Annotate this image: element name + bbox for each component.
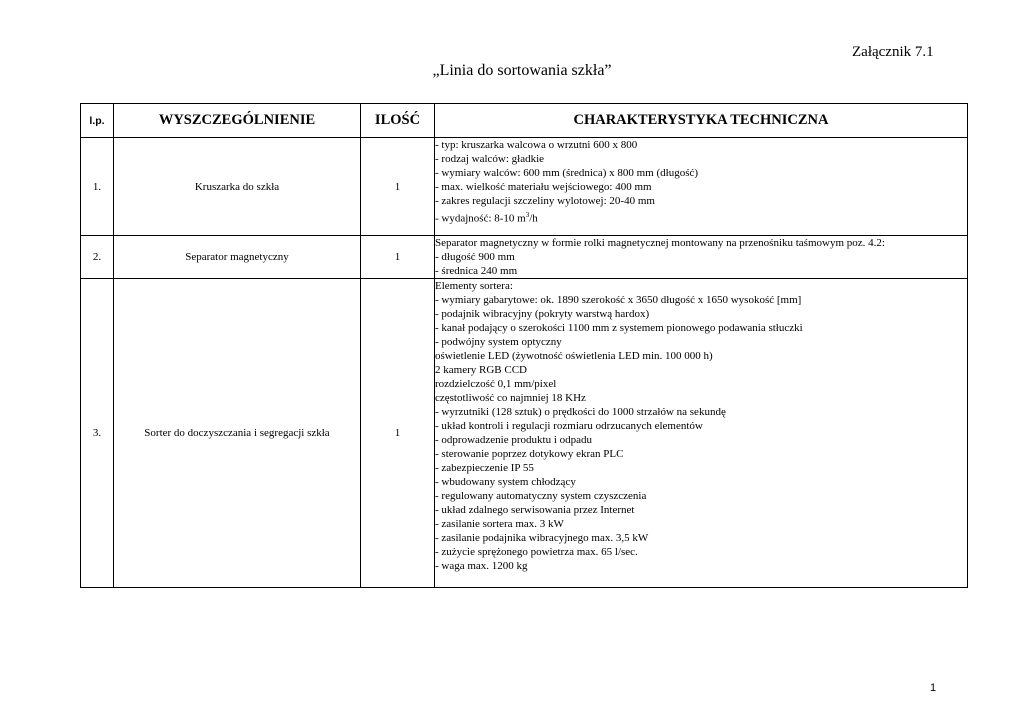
row-number: 1. bbox=[81, 138, 114, 236]
spec-line: - zakres regulacji szczeliny wylotowej: 20-40 mm bbox=[435, 195, 655, 207]
row-number: 3. bbox=[81, 279, 114, 588]
spec-line: Separator magnetyczny w formie rolki magnetycznej montowany na przenośniku taśmowym poz. 4.2: bbox=[435, 237, 885, 249]
row-quantity: 1 bbox=[361, 138, 435, 236]
row-item-name: Sorter do doczyszczania i segregacji szkła bbox=[114, 279, 361, 588]
row-item-name: Kruszarka do szkła bbox=[114, 138, 361, 236]
specification-table bbox=[80, 103, 968, 588]
spec-line: - regulowany automatyczny system czyszczenia bbox=[435, 490, 647, 502]
spec-line: - układ zdalnego serwisowania przez Internet bbox=[435, 504, 635, 516]
column-header-quantity: ILOŚĆ bbox=[361, 104, 435, 138]
spec-line: 2 kamery RGB CCD bbox=[435, 364, 527, 376]
spec-line: - układ kontroli i regulacji rozmiaru odrzucanych elementów bbox=[435, 420, 703, 432]
spec-line: - podwójny system optyczny bbox=[435, 336, 562, 348]
spec-line: rozdzielczość 0,1 mm/pixel bbox=[435, 378, 557, 390]
table-row bbox=[81, 279, 968, 588]
spec-line: - zasilanie sortera max. 3 kW bbox=[435, 518, 564, 530]
spec-line: - rodzaj walców: gładkie bbox=[435, 153, 545, 165]
spec-line: - typ: kruszarka walcowa o wrzutni 600 x 800 bbox=[435, 139, 638, 151]
spec-line: - wymiary walców: 600 mm (średnica) x 800 mm (długość) bbox=[435, 167, 699, 179]
spec-line: - max. wielkość materiału wejściowego: 400 mm bbox=[435, 181, 652, 193]
spec-line: - wbudowany system chłodzący bbox=[435, 476, 576, 488]
capacity-unit: /h bbox=[529, 212, 538, 225]
row-specs bbox=[435, 236, 968, 279]
table-header-row bbox=[81, 104, 968, 138]
spec-line: - zasilanie podajnika wibracyjnego max. 3,5 kW bbox=[435, 532, 649, 544]
spec-line: - sterowanie poprzez dotykowy ekran PLC bbox=[435, 448, 624, 460]
row-specs bbox=[435, 279, 968, 588]
row-quantity: 1 bbox=[361, 236, 435, 279]
row-item-name: Separator magnetyczny bbox=[114, 236, 361, 279]
spec-line: oświetlenie LED (żywotność oświetlenia LED min. 100 000 h) bbox=[435, 350, 713, 362]
spec-line: - średnica 240 mm bbox=[435, 265, 518, 277]
table-row bbox=[81, 236, 968, 279]
document-title: „Linia do sortowania szkła” bbox=[432, 62, 612, 79]
spec-line: - waga max. 1200 kg bbox=[435, 560, 528, 572]
column-header-item: WYSZCZEGÓLNIENIE bbox=[114, 104, 361, 138]
spec-line: - zużycie sprężonego powietrza max. 65 l/sec. bbox=[435, 546, 638, 558]
column-header-specs: CHARAKTERYSTYKA TECHNICZNA bbox=[435, 104, 968, 138]
capacity-label: - wydajność: 8-10 m bbox=[435, 212, 526, 225]
column-header-lp: l.p. bbox=[81, 104, 114, 138]
spec-line: - wymiary gabarytowe: ok. 1890 szerokość x 3650 długość x 1650 wysokość [mm] bbox=[435, 294, 802, 306]
spec-line: - długość 900 mm bbox=[435, 251, 515, 263]
row-number: 2. bbox=[81, 236, 114, 279]
spec-line: - odprowadzenie produktu i odpadu bbox=[435, 434, 593, 446]
row-specs bbox=[435, 138, 968, 236]
spec-line: - podajnik wibracyjny (pokryty warstwą hardox) bbox=[435, 308, 650, 320]
spec-line: - wyrzutniki (128 sztuk) o prędkości do 1000 strzałów na sekundę bbox=[435, 406, 726, 418]
spec-line-capacity bbox=[435, 208, 967, 226]
spec-line: - zabezpieczenie IP 55 bbox=[435, 462, 534, 474]
spec-line: Elementy sortera: bbox=[435, 280, 513, 292]
page-number: 1 bbox=[930, 682, 937, 694]
spec-line: - kanał podający o szerokości 1100 mm z systemem pionowego podawania stłuczki bbox=[435, 322, 803, 334]
row-quantity: 1 bbox=[361, 279, 435, 588]
spec-line: częstotliwość co najmniej 18 KHz bbox=[435, 392, 586, 404]
capacity-exponent: 3 bbox=[525, 211, 530, 219]
table-row bbox=[81, 138, 968, 236]
annex-label: Załącznik 7.1 bbox=[852, 44, 934, 60]
